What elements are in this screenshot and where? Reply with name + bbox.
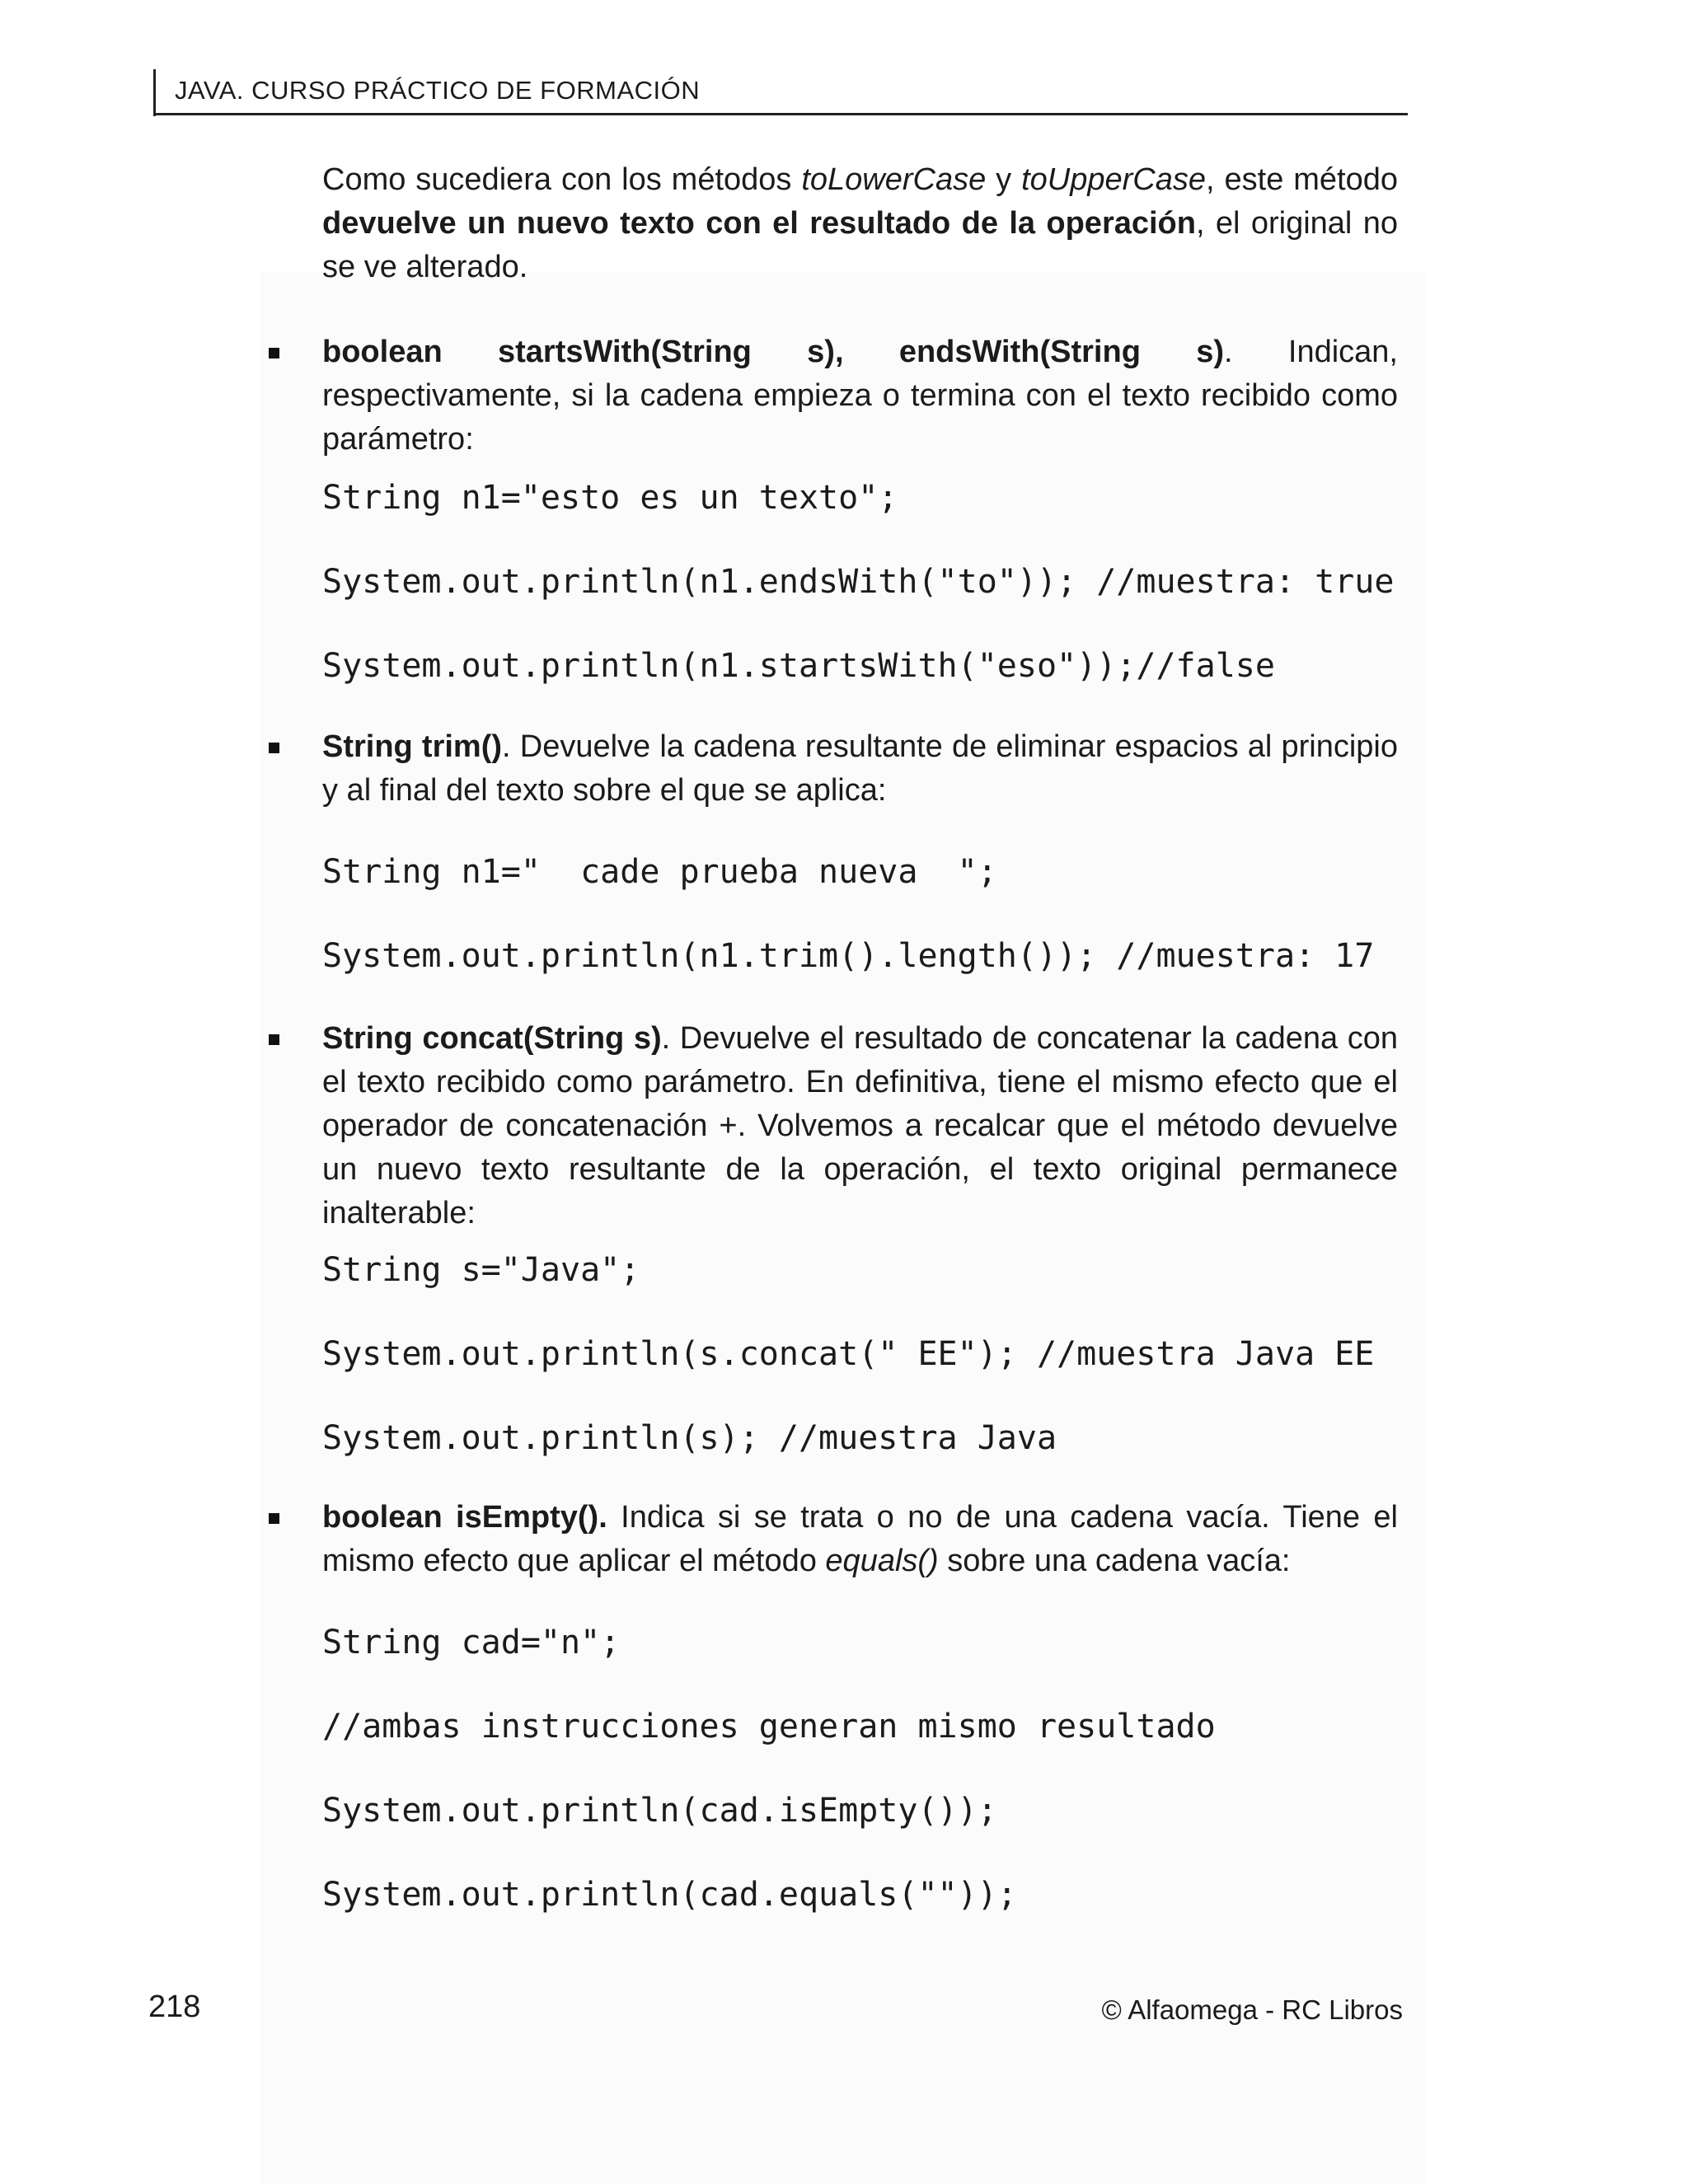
item-text: . Indican, respectivamente, si la cadena empieza o termina con el texto recibido como parámetro: [322,335,1398,457]
intro-text: Como sucediera con los métodos [322,162,802,197]
square-bullet-icon [269,743,279,753]
code-line: String n1="esto es un texto"; [322,479,898,517]
code-line: String n1=" cade prueba nueva "; [322,853,997,891]
item-text: sobre una cadena vacía: [938,1544,1291,1578]
code-line: System.out.println(cad.isEmpty()); [322,1792,997,1830]
item-description [322,330,1398,462]
page-number: 218 [148,1990,201,2024]
list-item-startswith-endswith [322,330,1398,686]
code-line: System.out.println(s.concat(" EE"); //muestra Java EE [322,1335,1375,1373]
code-line: System.out.println(s); //muestra Java [322,1419,1057,1457]
code-line: System.out.println(cad.equals("")); [322,1876,1017,1914]
list-item-concat [322,1017,1398,1458]
item-description [322,1496,1398,1583]
item-text: . Devuelve el resultado de concatenar la cadena con el texto recibido como parámetro. En definitiva, tiene el mismo efecto que el operador de concatenación +. Volvemos a recalcar que el método devuelve un nuevo texto resultante de la operación, el texto original permanece inalterable: [322,1021,1398,1230]
code-comment-line: //ambas instrucciones generan mismo resultado [322,1708,1216,1746]
code-line: System.out.println(n1.trim().length()); //muestra: 17 [322,937,1375,975]
item-heading: boolean startsWith(String s), endsWith(String s) [322,335,1225,369]
item-text: . Devuelve la cadena resultante de eliminar espacios al principio y al final del texto sobre el que se aplica: [322,729,1398,808]
code-line: String cad="n"; [322,1624,621,1661]
list-item-isempty [322,1496,1398,1915]
intro-text: , el original no se ve alterado. [322,206,1399,284]
intro-emphasis: devuelve un nuevo texto con el resultado de la operación [322,206,1196,241]
code-line: String s="Java"; [322,1251,640,1289]
item-heading: boolean isEmpty(). [322,1500,607,1535]
running-header: JAVA. CURSO PRÁCTICO DE FORMACIÓN [175,76,701,105]
method-name-touppercase: toUpperCase [1021,162,1207,197]
item-text: Indica si se trata o no de una cadena vacía. Tiene el mismo efecto que aplicar el método [322,1500,1398,1578]
intro-paragraph [322,158,1398,289]
page-content [322,158,1398,1915]
item-heading: String trim() [322,729,503,764]
square-bullet-icon [269,348,279,359]
method-name-tolowercase: toLowerCase [801,162,987,197]
item-description [322,725,1398,813]
code-line: System.out.println(n1.endsWith("to")); //muestra: true [322,563,1395,601]
intro-text: y [986,162,1022,197]
header-vertical-rule [153,69,156,116]
intro-text: , este método [1206,162,1398,197]
header-horizontal-rule [153,113,1408,115]
list-item-trim [322,725,1398,976]
item-description [322,1017,1398,1235]
item-heading: String concat(String s) [322,1021,662,1056]
method-name-equals: equals() [825,1544,939,1578]
square-bullet-icon [269,1513,279,1524]
code-line: System.out.println(n1.startsWith("eso"));//false [322,647,1275,685]
square-bullet-icon [269,1034,279,1045]
copyright-notice: © Alfaomega - RC Libros [1101,1994,1403,2025]
